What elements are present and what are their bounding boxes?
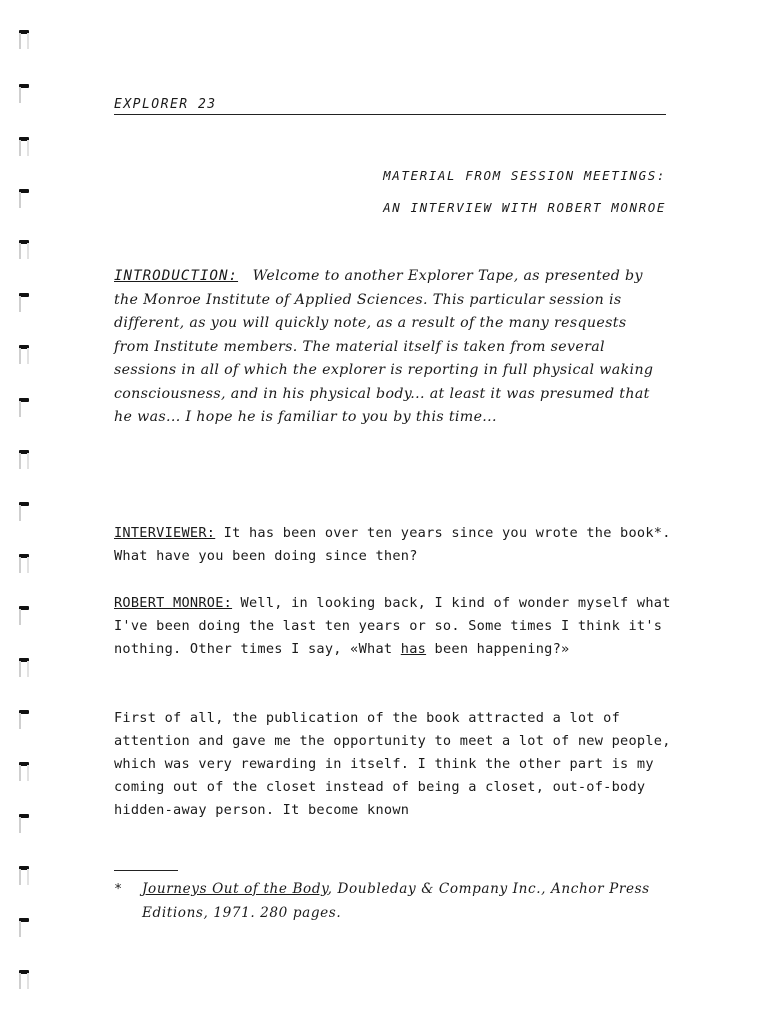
- footnote-book-title: Journeys Out of the Body: [142, 881, 328, 897]
- perforation-mark: [19, 398, 29, 420]
- introduction-paragraph: [114, 265, 666, 430]
- monroe-text-end: been happening?»: [426, 641, 570, 657]
- perforation-mark: [19, 293, 29, 315]
- perforation-mark: [19, 30, 29, 52]
- perforation-mark: [19, 918, 29, 940]
- monroe-text-start: Well, in looking back, I kind of wonder myself what I've been doing the last ten years or so. Some times I think it's nothing. Other times I say, «What: [114, 595, 671, 657]
- title-line-2: AN INTERVIEW WITH ROBERT MONROE: [383, 200, 666, 215]
- introduction-text: Welcome to another Explorer Tape, as presented by the Monroe Institute of Applied Sciences. This particular session is different, as you will quickly note, as a result of the many resquests from Institute members. The material itself is taken from several sessions in all of which the explorer is reporting in full physical waking consciousness, and in his physical body... at least it was presumed that he was... I hope he is familiar to you by this time...: [114, 268, 654, 425]
- interviewer-paragraph: [114, 522, 674, 568]
- perforation-mark: [19, 606, 29, 628]
- footnote-marker: *: [114, 881, 123, 897]
- footnote-text: , Doubleday & Company Inc., Anchor Press Editions, 1971. 280 pages.: [142, 881, 650, 921]
- body-paragraph-text: First of all, the publication of the book attracted a lot of attention and gave me the opportunity to meet a lot of new people, which was very rewarding in itself. I think the other part is my coming out of the closet instead of being a closet, out-of-body hidden-away person. It become known: [114, 710, 671, 818]
- perforation-mark: [19, 345, 29, 367]
- introduction-label: INTRODUCTION:: [114, 268, 239, 284]
- perforation-mark: [19, 814, 29, 836]
- perforation-mark: [19, 554, 29, 576]
- perforation-mark: [19, 762, 29, 784]
- footnote: [114, 877, 674, 925]
- interviewer-label: INTERVIEWER:: [114, 525, 216, 541]
- perforation-mark: [19, 502, 29, 524]
- perforation-mark: [19, 240, 29, 262]
- perforation-mark: [19, 658, 29, 680]
- monroe-paragraph: [114, 592, 674, 661]
- title-line-1: MATERIAL FROM SESSION MEETINGS:: [383, 168, 666, 183]
- perforation-mark: [19, 189, 29, 211]
- perforation-mark: [19, 710, 29, 732]
- perforation-mark: [19, 970, 29, 992]
- perforation-mark: [19, 84, 29, 106]
- interviewer-text: It has been over ten years since you wrote the book*. What have you been doing since then?: [114, 525, 671, 564]
- header-label: EXPLORER 23: [114, 97, 217, 112]
- monroe-emphasis: has: [400, 641, 427, 657]
- perforation-mark: [19, 866, 29, 888]
- perforation-mark: [19, 450, 29, 472]
- document-header: [114, 97, 666, 115]
- footnote-divider: [114, 870, 178, 871]
- body-paragraph: [114, 707, 674, 822]
- monroe-label: ROBERT MONROE:: [114, 595, 233, 611]
- perforation-mark: [19, 137, 29, 159]
